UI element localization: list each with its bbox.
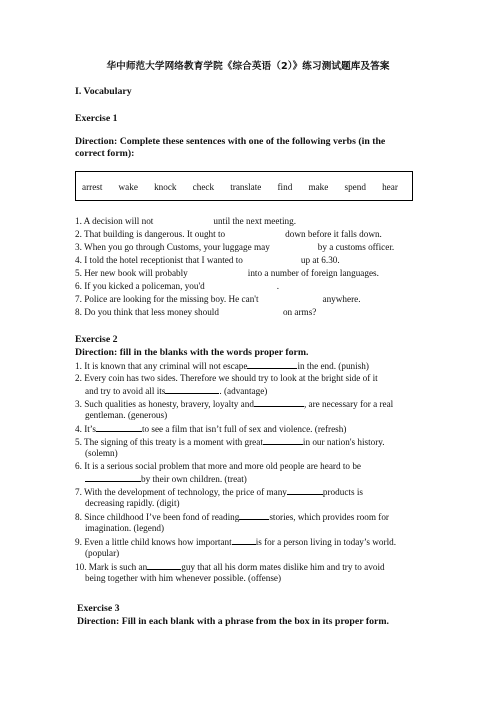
exercise-1-direction: Direction: Complete these sentences with one of the following verbs (in the	[75, 136, 386, 147]
ex2-sentence: 1. It is known that any criminal will not escape in the end. (punish)	[75, 361, 369, 371]
ex1-sentence: 2. That building is dangerous. It ought to down before it falls down.	[75, 229, 382, 239]
exercise-2-heading: Exercise 2	[75, 334, 118, 345]
ex2-sentence: 5. The signing of this treaty is a moment with great in our nation's history.	[75, 437, 385, 447]
ex2-sentence: 7. With the development of technology, the price of many products is	[75, 487, 363, 497]
ex1-sentence: 8. Do you think that less money should on arms?	[75, 307, 317, 317]
word-spend: spend	[344, 182, 366, 192]
ex2-sentence: 2. Every coin has two sides. Therefore we should try to look at the bright side of it	[75, 373, 378, 383]
ex1-sentence: 7. Police are looking for the missing boy. He can't anywhere.	[75, 294, 361, 304]
word-make: make	[308, 182, 329, 192]
ex2-sentence: 10. Mark is such an guy that all his dorm mates dislike him and try to avoid	[75, 562, 385, 572]
word-translate: translate	[230, 182, 262, 192]
word-find: find	[277, 182, 293, 192]
exercise-3-heading: Exercise 3	[77, 603, 120, 614]
word-hear: hear	[382, 182, 398, 192]
ex1-sentence: 3. When you go through Customs, your luggage may by a customs officer.	[75, 242, 395, 252]
ex1-sentence: 5. Her new book will probably into a number of foreign languages.	[75, 268, 379, 278]
word-box	[75, 171, 413, 201]
ex2-sentence-cont: being together with him whenever possible. (offense)	[85, 573, 282, 583]
ex2-sentence-cont: (popular)	[85, 548, 120, 558]
exercise-3-direction: Direction: Fill in each blank with a phrase from the box in its proper form.	[77, 616, 389, 627]
ex1-sentence: 4. I told the hotel receptionist that I wanted to up at 6.30.	[75, 255, 340, 265]
exercise-1-direction-cont: correct form):	[75, 148, 135, 159]
word-wake: wake	[118, 182, 138, 192]
ex2-sentence-cont: decreasing rapidly. (digit)	[85, 498, 180, 508]
exercise-2-direction: Direction: fill in the blanks with the words proper form.	[75, 347, 309, 358]
ex2-sentence-cont: and try to avoid all its . (advantage)	[85, 386, 268, 396]
ex2-sentence: 3. Such qualities as honesty, bravery, loyalty and , are necessary for a real	[75, 399, 394, 409]
ex2-sentence-cont: (solemn)	[85, 448, 118, 458]
section-heading: I. Vocabulary	[75, 86, 132, 97]
word-arrest: arrest	[82, 182, 103, 192]
ex1-sentence: 1. A decision will not until the next meeting.	[75, 216, 297, 226]
ex1-sentence: 6. If you kicked a policeman, you'd .	[75, 281, 280, 291]
ex2-sentence-cont: gentleman. (generous)	[85, 410, 168, 420]
ex2-sentence: 9. Even a little child knows how important is for a person living in today’s world.	[75, 537, 397, 547]
exercise-1-heading: Exercise 1	[75, 113, 118, 124]
ex2-sentence: 6. It is a serious social problem that more and more old people are heard to be	[75, 461, 361, 471]
document-title: 华中师范大学网络教育学院《综合英语（2）》练习测试题库及答案	[106, 61, 390, 72]
ex2-sentence-cont: imagination. (legend)	[85, 523, 165, 533]
word-knock: knock	[154, 182, 177, 192]
ex2-sentence: 4. It’s to see a film that isn’t full of sex and violence. (refresh)	[75, 424, 347, 434]
ex2-sentence-cont: by their own children. (treat)	[85, 473, 247, 485]
word-check: check	[192, 182, 215, 192]
ex2-sentence: 8. Since childhood I’ve been fond of reading stories, which provides room for	[75, 512, 389, 522]
